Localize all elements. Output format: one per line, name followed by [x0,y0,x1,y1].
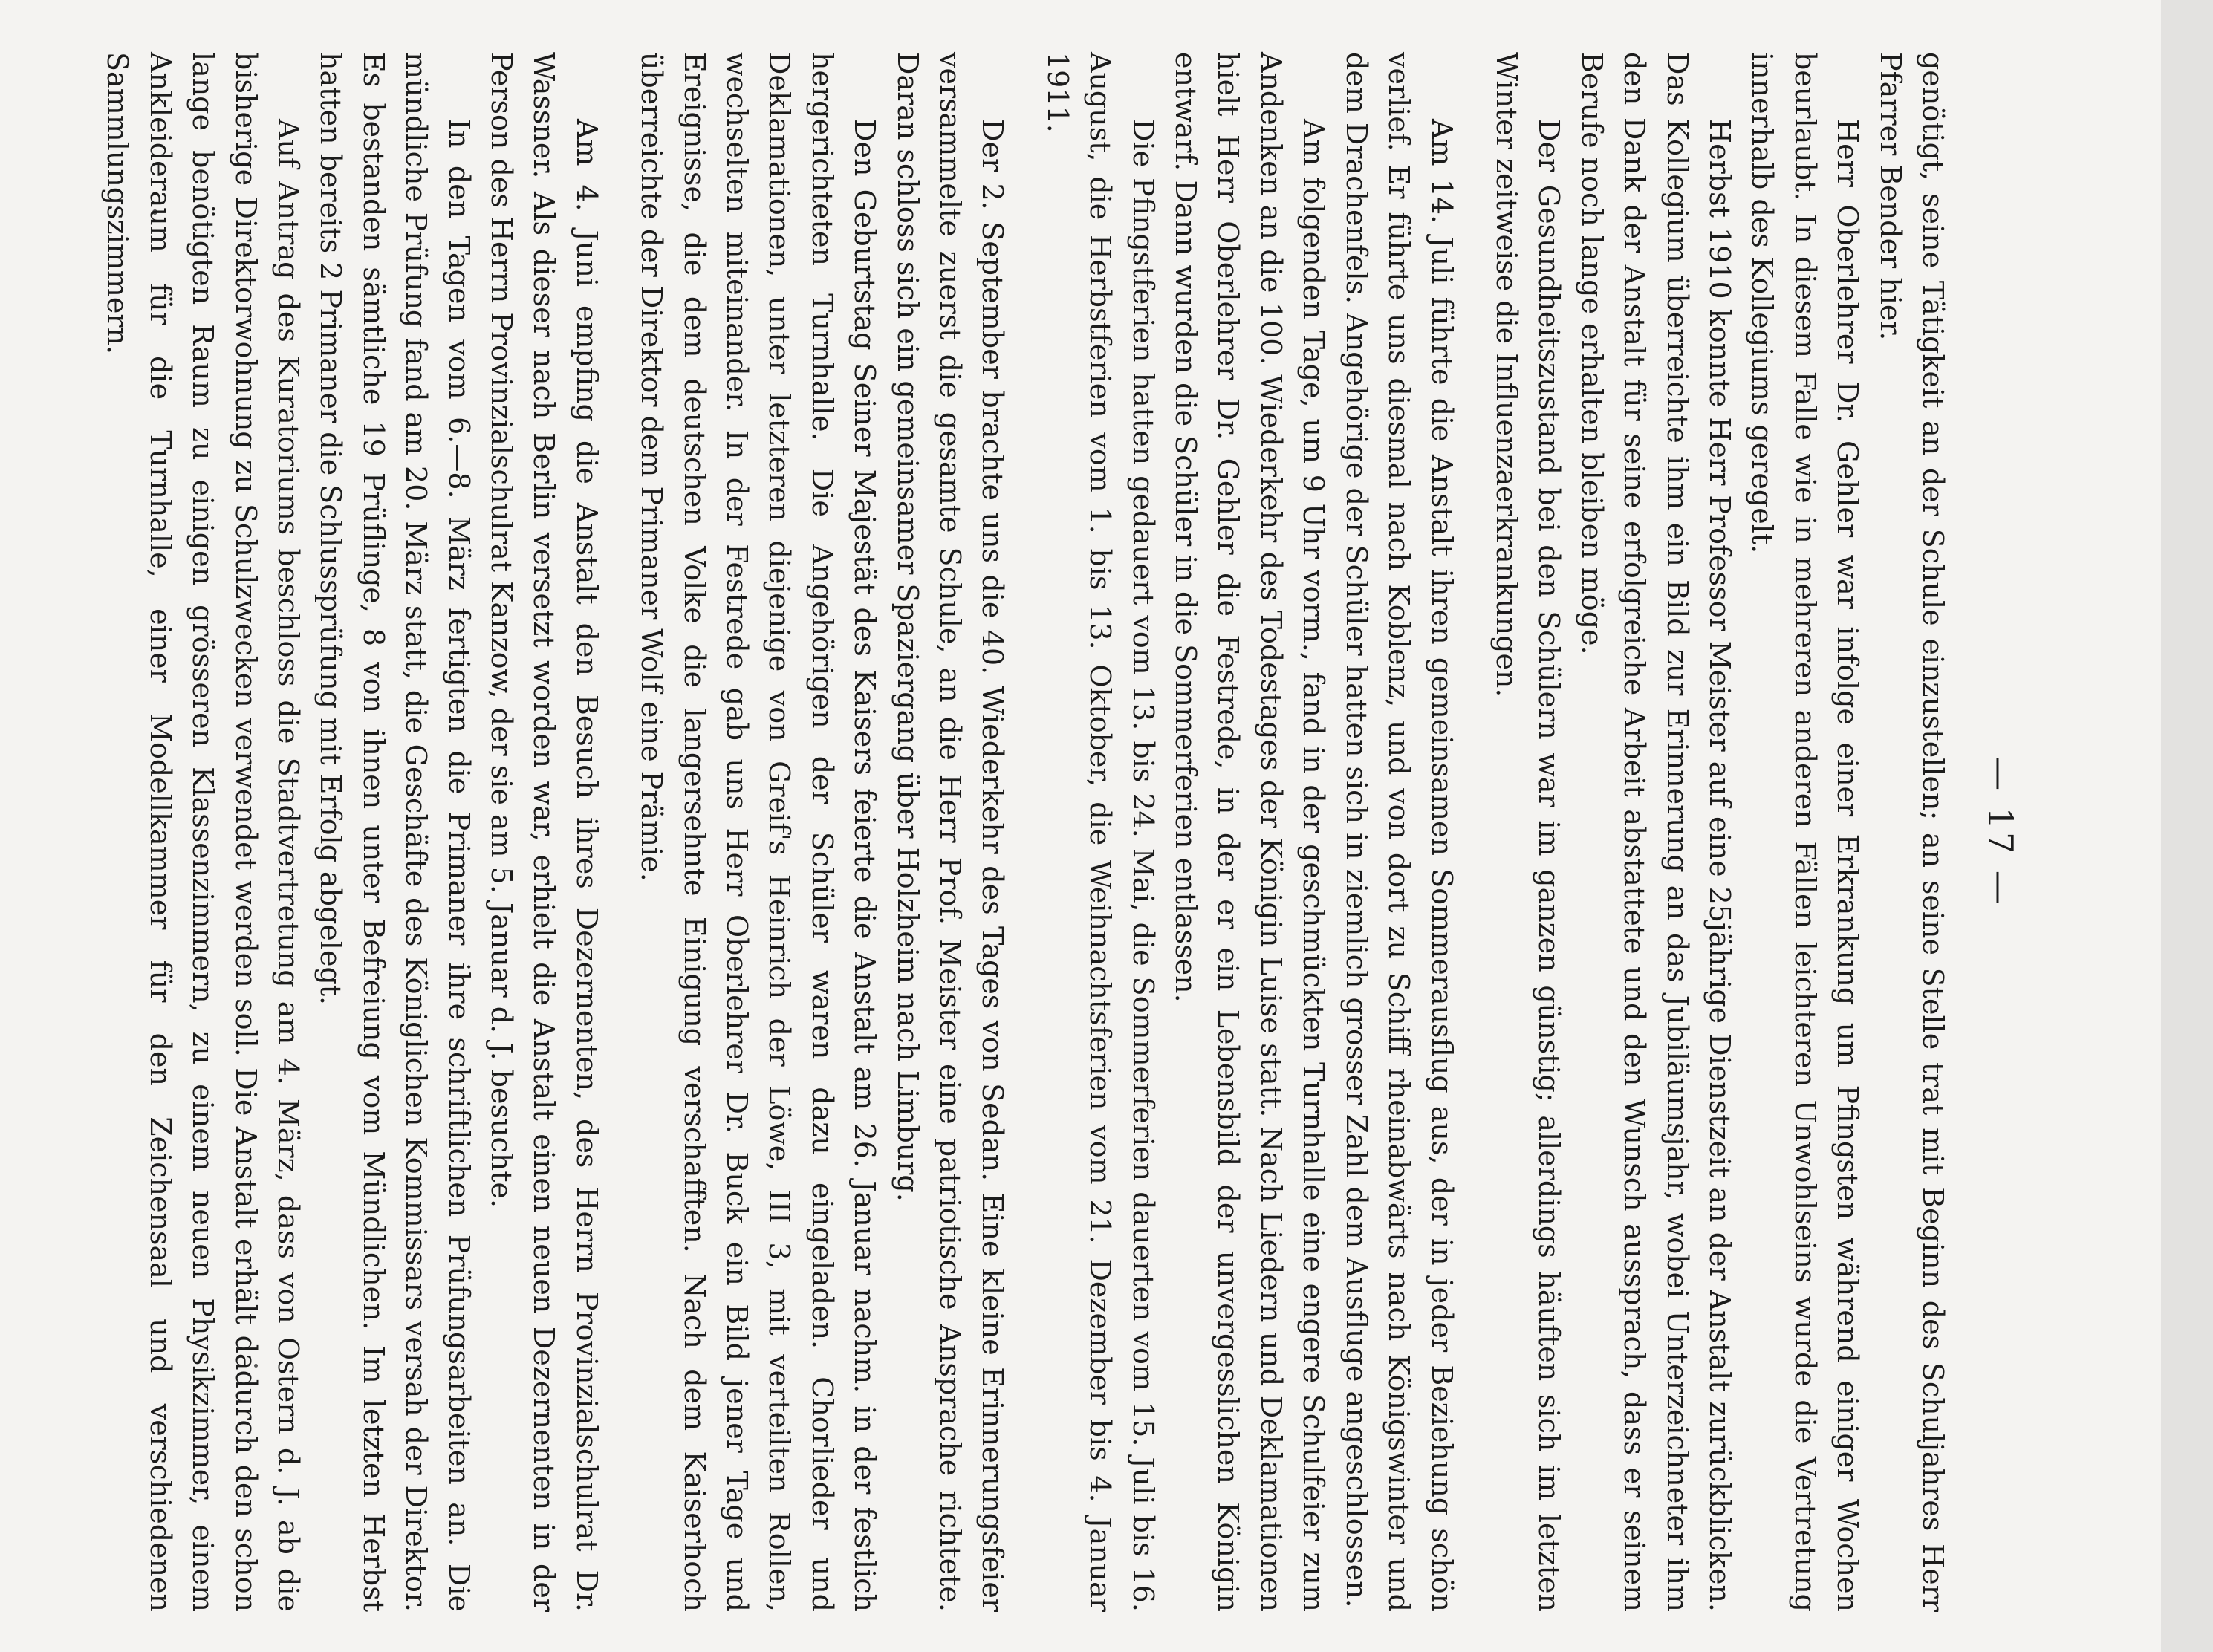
paragraph-summer-excursion: Am 14. Juli führte die Anstalt ihren gemeinsamen Sommerausflug aus, der in jeder Beziehung schön verlief. Er führte uns diesmal nach Koblenz, und von dort zu Schiff rheinabwärts nach Königswinter und dem Drachenfels. Angehörige der Schüler hatten sich in ziemlich grosser Zahl dem Ausfluge angeschlossen. [1339,52,1458,1612]
paragraph-kaiser-birthday: Den Geburtstag Seiner Majestät des Kaisers feierte die Anstalt am 26. Januar nachm. in der festlich hergerichteten Turnhalle. Die Angehörigen der Schüler waren dazu eingeladen. Chorlieder und Deklamationen, unter letzteren diejenige von Greif's Heinrich der Löwe, III 3, mit verteilten Rollen, wechselten miteinander. In der Festrede gab uns Herr Oberlehrer Dr. Buck ein Bild jener Tage und Ereignisse, die dem deutschen Volke die langersehnte Einigung verschafften. Nach dem Kaiserhoch überreichte der Direktor dem Primaner Wolf eine Prämie. [635,52,882,1612]
paragraph-director-residence: Auf Antrag des Kuratoriums beschloss die Stadtvertretung am 4. März, dass von Ostern d. J. ab die bisherige Direktorwohnung zu Schulzwecken verwendet werden soll. Die Anstalt erhält dadurch den schon lange benötigten Raum zu einigen grösseren Klassenzimmern, zu einem neuen Physikzimmer, einem Ankleideraum für die Turnhalle, einer Modellkammer für den Zeichensaal und verschiedenen Sammlungszimmern. [101,52,305,1612]
paragraph-meister-jubilee: Herbst 1910 konnte Herr Professor Meister auf eine 25jährige Dienstzeit an der Anstalt zurückblicken. Das Kollegium überreichte ihm ein Bild zur Erinnerung an das Jubiläumsjahr, wobei Unterzeichneter ihm den Dank der Anstalt für seine erfolgreiche Arbeit abstattete und den Wunsch aussprach, dass er seinem Berufe noch lange erhalten bleiben möge. [1575,52,1736,1612]
paragraph-sedan: Der 2. September brachte uns die 40. Wiederkehr des Tages von Sedan. Eine kleine Erinnerungsfeier versammelte zuerst die gesamte Schule, an die Herr Prof. Meister eine patriotische Ansprache richtete. Daran schloss sich ein gemeinsamer Spaziergang über Holzheim nach Limburg. [891,52,1010,1612]
paragraph-gehler-leave: Herr Oberlehrer Dr. Gehler war infolge einer Erkrankung um Pfingsten während einiger Wochen beurlaubt. In diesem Falle wie in mehreren anderen Fällen leichteren Unwohlseins wurde die Vertretung innerhalb des Kollegiums geregelt. [1746,52,1865,1612]
document-page [101,45,2050,1619]
paragraph-health: Der Gesundheitszustand bei den Schülern war im ganzen günstig; allerdings häuften sich im letzten Winter zeitweise die Influenzaerkrankungen. [1489,52,1566,1612]
paragraph-exams: In den Tagen vom 6.—8. März fertigten die Primaner ihre schriftlichen Prüfungsarbeiten an. Die mündliche Prüfung fand am 20. März statt, die Geschäfte des Königlichen Kommissars versah der Direktor. Es bestanden sämtliche 19 Prüflinge, 8 von ihnen unter Befreiung vom Mündlichen. Im letzten Herbst hatten bereits 2 Primaner die Schlussprüfung mit Erfolg abgelegt. [314,52,475,1612]
paragraph-queen-luise: Am folgenden Tage, um 9 Uhr vorm., fand in der geschmückten Turnhalle eine engere Schulfeier zum Andenken an die 100. Wiederkehr des Todestages der Königin Luise statt. Nach Liedern und Deklamationen hielt Herr Oberlehrer Dr. Gehler die Festrede, in der er ein Lebensbild der unvergesslichen Königin entwarf. Dann wurden die Schüler in die Sommerferien entlassen. [1169,52,1330,1612]
paragraph-staff-change: genötigt, seine Tätigkeit an der Schule einzustellen; an seine Stelle trat mit Beginn des Schuljahres Herr Pfarrer Bender hier. [1874,52,1949,1612]
scanner-edge [2161,0,2213,1652]
page-number: — 17 — [1980,756,2021,908]
paragraph-holidays: Die Pfingstferien hatten gedauert vom 13. bis 24. Mai, die Sommerferien dauerten vom 15. Juli bis 16. August, die Herbstferien vom 1. bis 13. Oktober, die Weihnachtsferien vom 21. Dezember bis 4. Januar 1911. [1041,52,1160,1612]
paragraph-visit: Am 4. Juni empfing die Anstalt den Besuch ihres Dezernenten, des Herrn Provinzialschulrat Dr. Wassner. Als dieser nach Berlin versetzt worden war, erhielt die Anstalt einen neuen Dezernenten in der Person des Herrn Provinzialschulrat Kanzow, der sie am 5. Januar d. J. besuchte. [485,52,603,1612]
body-text [96,45,1954,1619]
